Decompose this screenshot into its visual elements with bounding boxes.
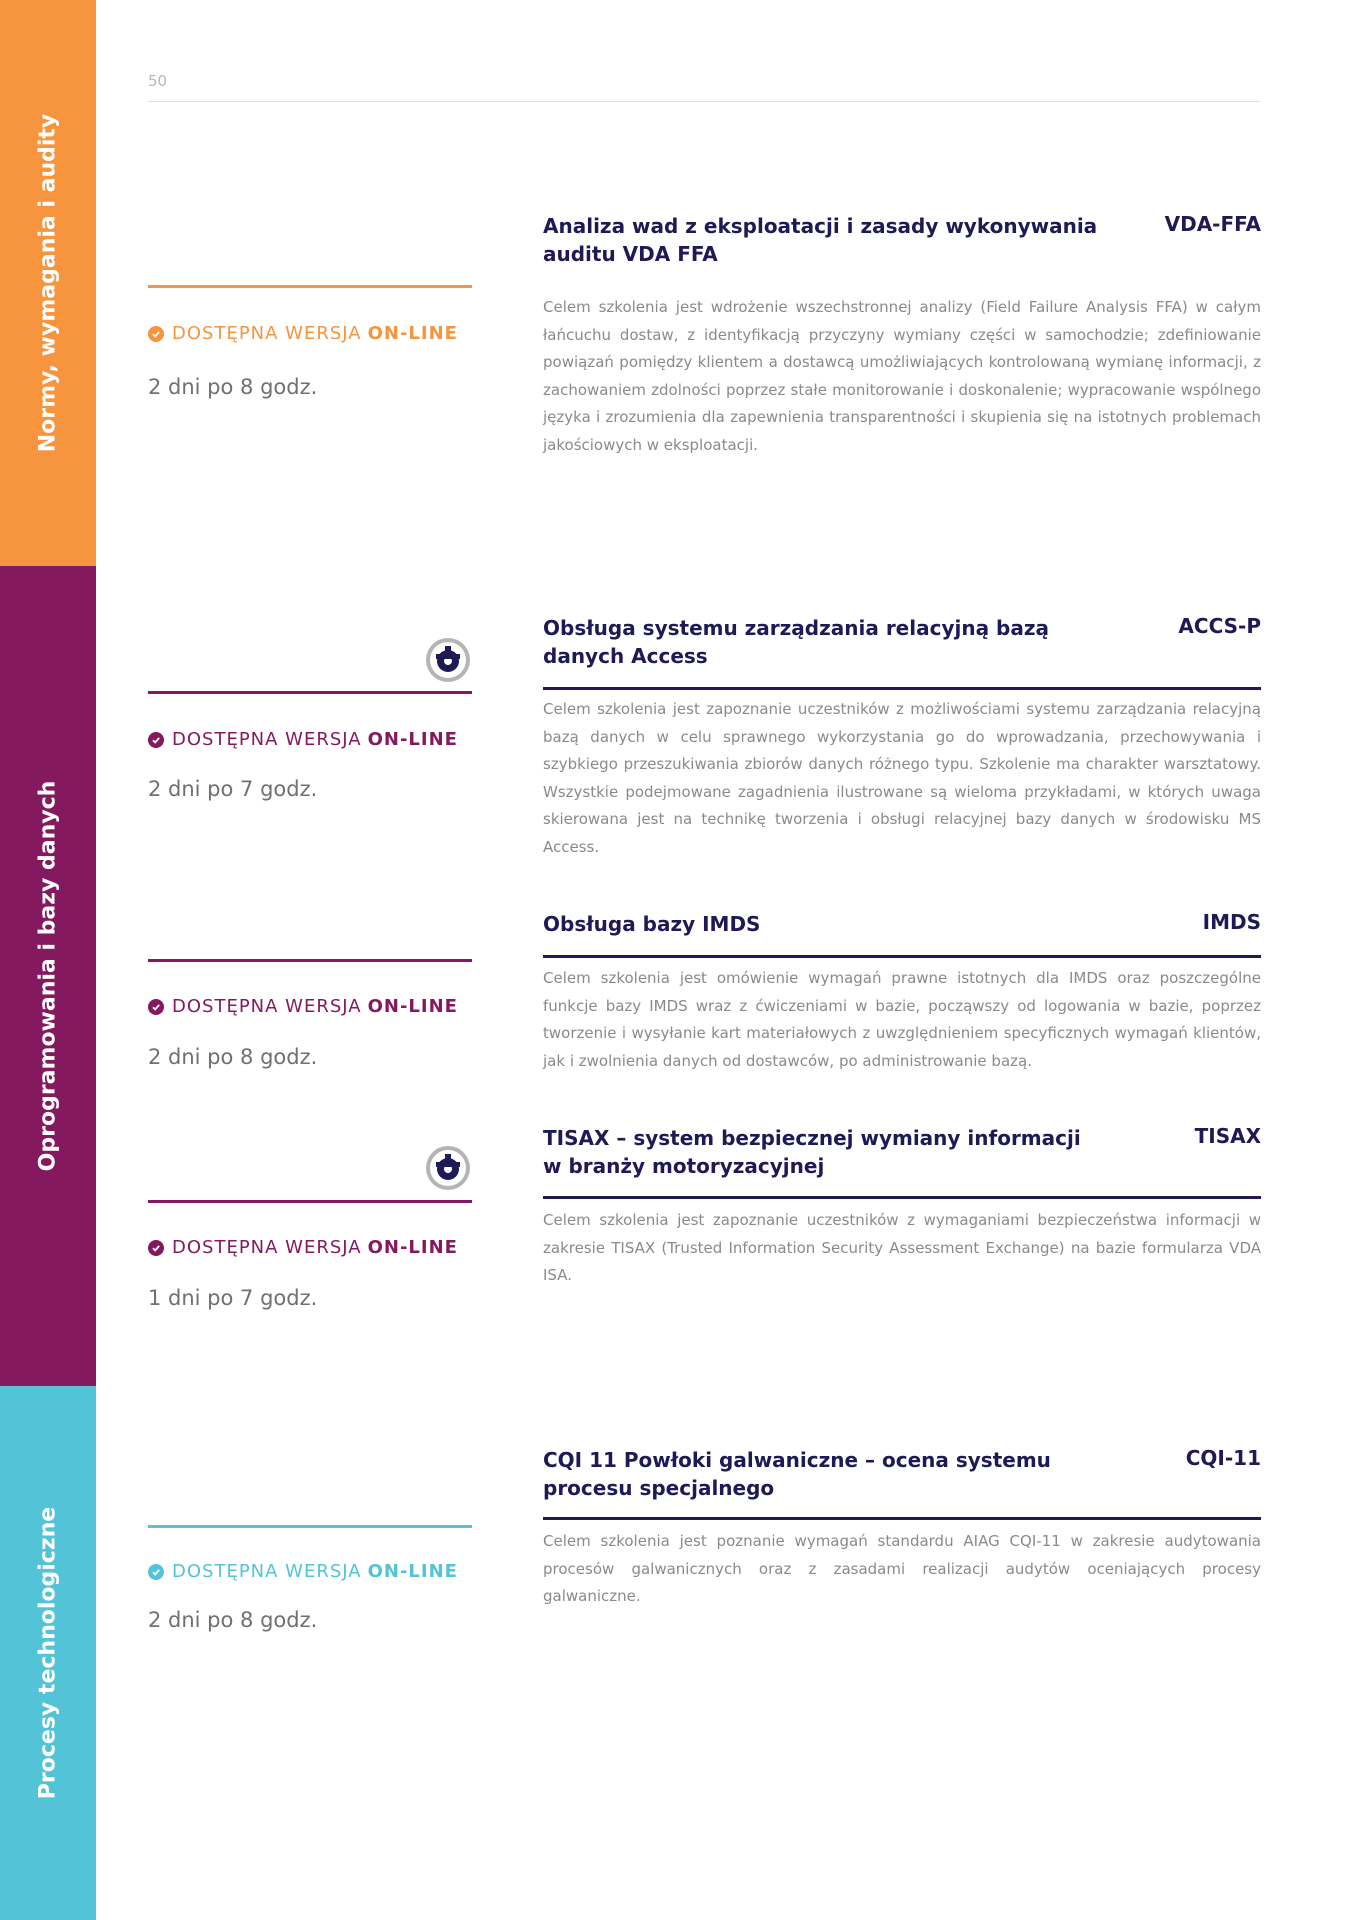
- badge-online: ON-LINE: [367, 1561, 458, 1582]
- check-icon: [148, 732, 164, 748]
- online-badge: [148, 729, 458, 750]
- course-duration: 2 dni po 8 godz.: [148, 1608, 318, 1632]
- header-divider: [148, 101, 1260, 102]
- course-description: Celem szkolenia jest poznanie wymagań standardu AIAG CQI-11 w zakresie audytowania procesów galwanicznych oraz z zasadami realizacji audytów oceniających procesy galwaniczne.: [543, 1532, 1261, 1605]
- course-code: IMDS: [1202, 910, 1261, 934]
- title-divider: [543, 1196, 1261, 1199]
- title-divider: [543, 1517, 1261, 1520]
- badge-online: ON-LINE: [367, 1237, 458, 1258]
- gear-icon: [425, 637, 471, 683]
- course-code: CQI-11: [1185, 1446, 1261, 1470]
- course-code: ACCS-P: [1178, 614, 1261, 638]
- badge-online: ON-LINE: [367, 729, 458, 750]
- badge-text: DOSTĘPNA WERSJA: [172, 729, 362, 750]
- meta-divider: [148, 691, 472, 694]
- sidebar-label: Procesy technologiczne: [35, 1506, 61, 1800]
- sidebar-label: Oprogramowania i bazy danych: [35, 780, 61, 1172]
- course-title: Obsługa bazy IMDS: [543, 912, 761, 936]
- online-badge: [148, 323, 458, 344]
- course-duration: 1 dni po 7 godz.: [148, 1286, 318, 1310]
- course-description: Celem szkolenia jest zapoznanie uczestników z możliwościami systemu zarządzania relacyjną bazą danych w celu sprawnego wykorzystania go do wprowadzania, przechowywania i szybkiego przeszukiwania zbiorów danych różnego typu. Szkolenie ma charakter warsztatowy. Wszystkie podejmowane zagadnienia ilustrowane są wieloma przykładami, w których uwaga skierowana jest na technikę tworzenia i obsługi relacyjnej bazy danych w środowisku MS Access.: [543, 700, 1261, 856]
- course-code: VDA-FFA: [1164, 212, 1261, 236]
- check-icon: [148, 999, 164, 1015]
- course-duration: 2 dni po 8 godz.: [148, 375, 318, 399]
- title-divider: [543, 955, 1261, 958]
- sidebar-section-processes: [0, 1386, 96, 1920]
- online-badge: [148, 996, 458, 1017]
- page-number: 50: [148, 72, 168, 90]
- check-icon: [148, 1240, 164, 1256]
- course-title: Analiza wad z eksploatacji i zasady wykonywania auditu VDA FFA: [543, 214, 1098, 266]
- course-duration: 2 dni po 8 godz.: [148, 1045, 318, 1069]
- online-badge: [148, 1237, 458, 1258]
- course-title: TISAX – system bezpiecznej wymiany informacji w branży motoryzacyjnej: [543, 1126, 1081, 1178]
- meta-divider: [148, 1525, 472, 1528]
- course-description: Celem szkolenia jest omówienie wymagań prawne istotnych dla IMDS oraz poszczególne funkcje bazy IMDS wraz z ćwiczeniami w bazie, począwszy od logowania w bazie, poprzez tworzenie i wysyłanie kart materiałowych z uwzględnieniem specyficznych wymagań klientów, jak i zwolnienia danych od dostawców, po administrowanie bazą.: [543, 969, 1261, 1070]
- course-description: Celem szkolenia jest zapoznanie uczestników z wymaganiami bezpieczeństwa informacji w zakresie TISAX (Trusted Information Security Assessment Exchange) na bazie formularza VDA ISA.: [543, 1211, 1261, 1284]
- sidebar-label: Normy, wymagania i audity: [35, 113, 61, 453]
- check-icon: [148, 326, 164, 342]
- course-title: Obsługa systemu zarządzania relacyjną bazą danych Access: [543, 616, 1049, 668]
- badge-text: DOSTĘPNA WERSJA: [172, 323, 362, 344]
- check-icon: [148, 1564, 164, 1580]
- course-code: TISAX: [1194, 1124, 1261, 1148]
- meta-divider: [148, 1200, 472, 1203]
- badge-text: DOSTĘPNA WERSJA: [172, 1237, 362, 1258]
- sidebar-section-norms: [0, 0, 96, 566]
- online-badge: [148, 1561, 458, 1582]
- badge-online: ON-LINE: [367, 996, 458, 1017]
- title-divider: [543, 687, 1261, 690]
- badge-text: DOSTĘPNA WERSJA: [172, 996, 362, 1017]
- meta-divider: [148, 285, 472, 288]
- meta-divider: [148, 959, 472, 962]
- course-title: CQI 11 Powłoki galwaniczne – ocena systemu procesu specjalnego: [543, 1448, 1051, 1500]
- gear-icon: [425, 1145, 471, 1191]
- course-description: Celem szkolenia jest wdrożenie wszechstronnej analizy (Field Failure Analysis FFA) w całym łańcuchu dostaw, z identyfikacją przyczyny wymiany części w samochodzie; zdefiniowanie powiązań pomiędzy klientem a dostawcą umożliwiających kontrolowaną wymianę informacji, z zachowaniem zdolności poprzez stałe monitorowanie i doskonalenie; wypracowanie wspólnego języka i zrozumienia dla zapewnienia transparentności i skupienia się na istotnych problemach jakościowych w eksploatacji.: [543, 298, 1261, 454]
- badge-online: ON-LINE: [367, 323, 458, 344]
- sidebar-section-software: [0, 566, 96, 1386]
- course-duration: 2 dni po 7 godz.: [148, 777, 318, 801]
- badge-text: DOSTĘPNA WERSJA: [172, 1561, 362, 1582]
